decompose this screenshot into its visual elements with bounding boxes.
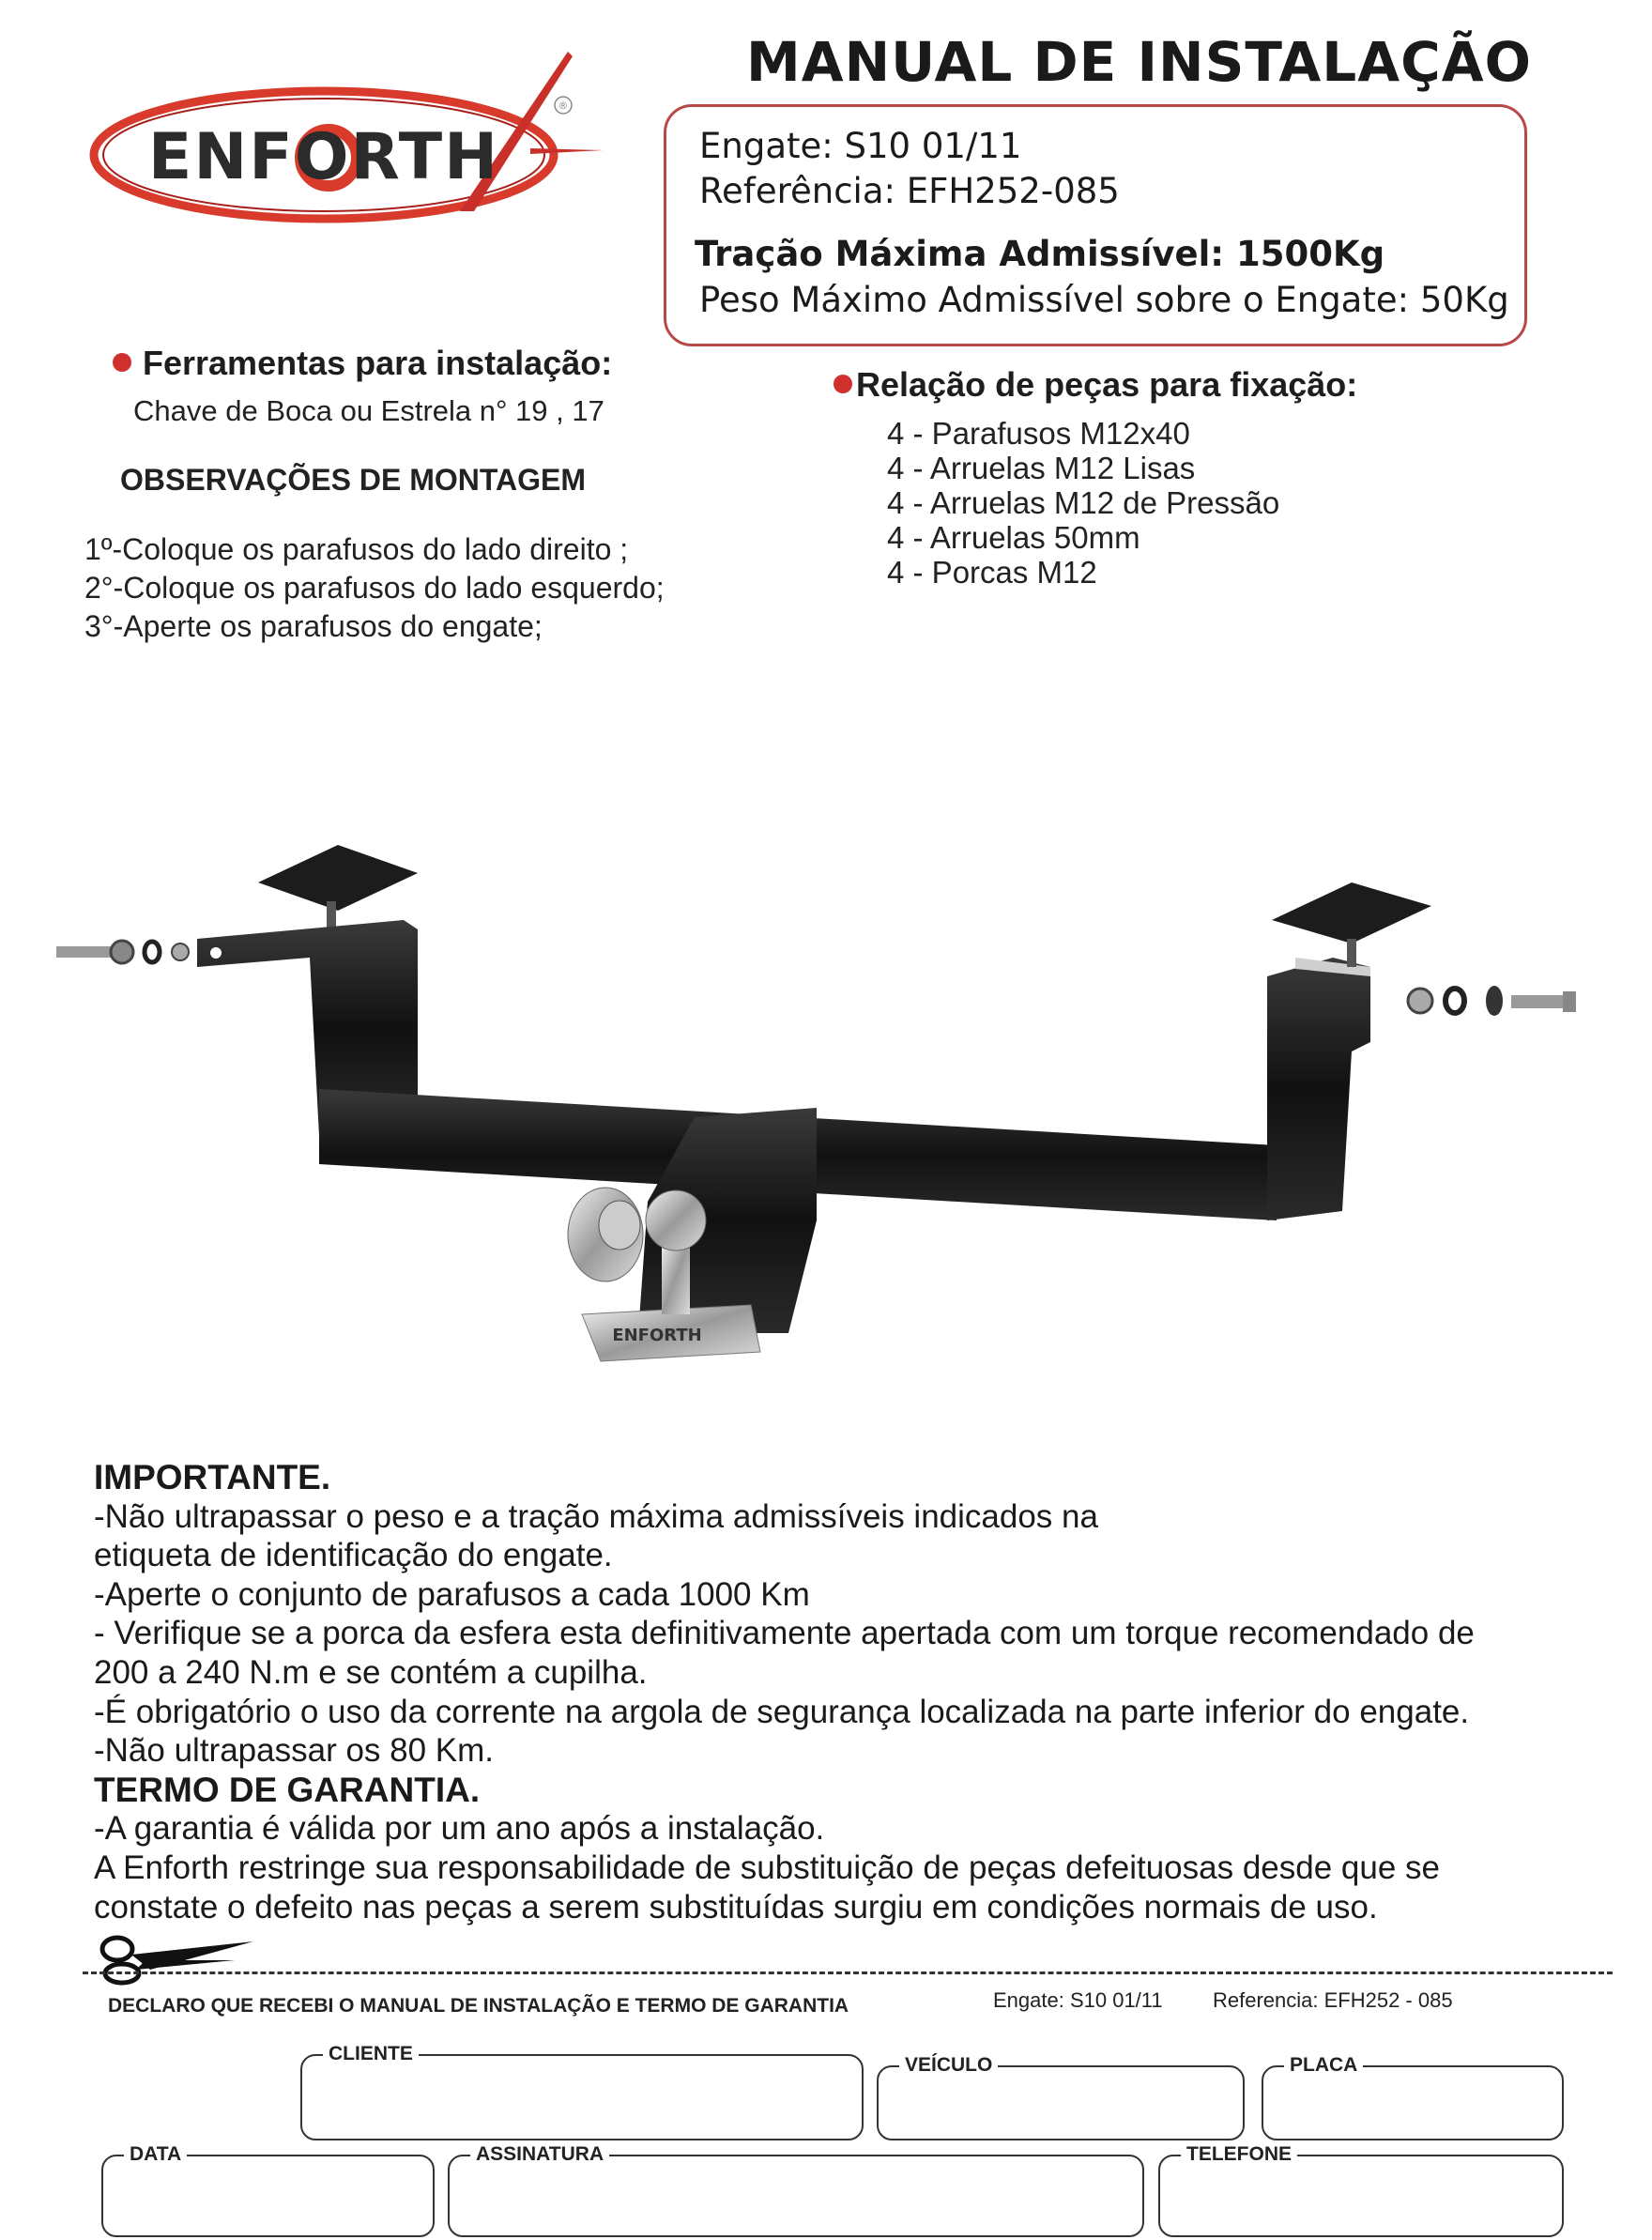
assinatura-field[interactable] [448, 2143, 1144, 2237]
placa-label: PLACA [1284, 2054, 1363, 2077]
list-item: 2°-Coloque os parafusos do lado esquerdo; [84, 571, 665, 605]
form-engate: Engate: S10 01/11 [993, 1988, 1163, 2012]
spec-engate: Engate: S10 01/11 [699, 126, 1022, 166]
telefone-label: TELEFONE [1181, 2143, 1297, 2166]
warranty-heading: TERMO DE GARANTIA. [94, 1770, 481, 1809]
list-item: 4 - Porcas M12 [887, 555, 1097, 590]
veiculo-field[interactable] [877, 2054, 1245, 2140]
parts-list [887, 416, 1279, 590]
important-line: etiqueta de identificação do engate. [94, 1537, 613, 1574]
important-heading: IMPORTANTE. [94, 1458, 331, 1496]
declaration-text: DECLARO QUE RECEBI O MANUAL DE INSTALAÇÃO E TERMO DE GARANTIA [108, 1995, 849, 2017]
important-line: -É obrigatório o uso da corrente na argola de segurança localizada na parte inferior do engate. [94, 1693, 1470, 1730]
list-item: 1º-Coloque os parafusos do lado direito ; [84, 532, 629, 566]
list-item: 4 - Arruelas M12 de Pressão [887, 485, 1280, 520]
brand-logo [89, 38, 615, 225]
spec-tracao: Tração Máxima Admissível: 1500Kg [695, 234, 1385, 274]
scissors-icon [94, 1932, 263, 1993]
warranty-line: -A garantia é válida por um ano após a instalação. [94, 1810, 825, 1848]
list-item: 4 - Arruelas M12 Lisas [887, 451, 1196, 485]
data-label: DATA [124, 2143, 187, 2166]
important-line: -Não ultrapassar o peso e a tração máxima admissíveis indicados na [94, 1497, 1098, 1535]
important-section [94, 1458, 1596, 1926]
spec-peso: Peso Máximo Admissível sobre o Engate: 50Kg [699, 280, 1509, 320]
cliente-field[interactable] [300, 2043, 864, 2140]
product-label: ENFORTH [612, 1326, 702, 1345]
page-title: MANUAL DE INSTALAÇÃO [746, 30, 1532, 94]
important-line: -Não ultrapassar os 80 Km. [94, 1732, 495, 1770]
registered-mark: ® [558, 100, 569, 112]
logo-graphic [89, 38, 615, 225]
spec-referencia: Referência: EFH252-085 [699, 171, 1120, 211]
form-referencia: Referencia: EFH252 - 085 [1213, 1988, 1453, 2012]
important-line: 200 a 240 N.m e se contém a cupilha. [94, 1653, 648, 1691]
parts-heading-text: Relação de peças para fixação: [856, 365, 1358, 404]
logo-text: ENFORTH [147, 120, 500, 194]
list-item: 3°-Aperte os parafusos do engate; [84, 609, 543, 643]
bullet-dot [834, 375, 852, 393]
warranty-line: A Enforth restringe sua responsabilidade de substituição de peças defeituosas desde que se [94, 1849, 1441, 1886]
cliente-label: CLIENTE [323, 2043, 419, 2065]
cut-line [83, 1972, 1613, 1974]
important-line: -Aperte o conjunto de parafusos a cada 1000 Km [94, 1575, 810, 1613]
data-field[interactable] [101, 2143, 435, 2237]
list-item: 4 - Parafusos M12x40 [887, 416, 1190, 451]
important-line: - Verifique se a porca da esfera esta definitivamente apertada com um torque recomendado de [94, 1615, 1475, 1652]
observations-heading: OBSERVAÇÕES DE MONTAGEM [120, 463, 587, 497]
observations-list [84, 530, 665, 646]
tools-heading-text: Ferramentas para instalação: [143, 344, 613, 382]
tow-hitch-illustration [38, 826, 1633, 1389]
parts-heading [834, 365, 1357, 405]
telefone-field[interactable] [1158, 2143, 1564, 2237]
list-item: 4 - Arruelas 50mm [887, 520, 1140, 555]
bullet-dot [113, 353, 131, 372]
tools-text: Chave de Boca ou Estrela n° 19 , 17 [133, 394, 604, 427]
assinatura-label: ASSINATURA [470, 2143, 609, 2166]
warranty-line: constate o defeito nas peças a serem substituídas surgiu em condições normais de uso. [94, 1888, 1378, 1925]
tools-heading [113, 344, 612, 383]
veiculo-label: VEÍCULO [899, 2054, 998, 2077]
placa-field[interactable] [1262, 2054, 1564, 2140]
